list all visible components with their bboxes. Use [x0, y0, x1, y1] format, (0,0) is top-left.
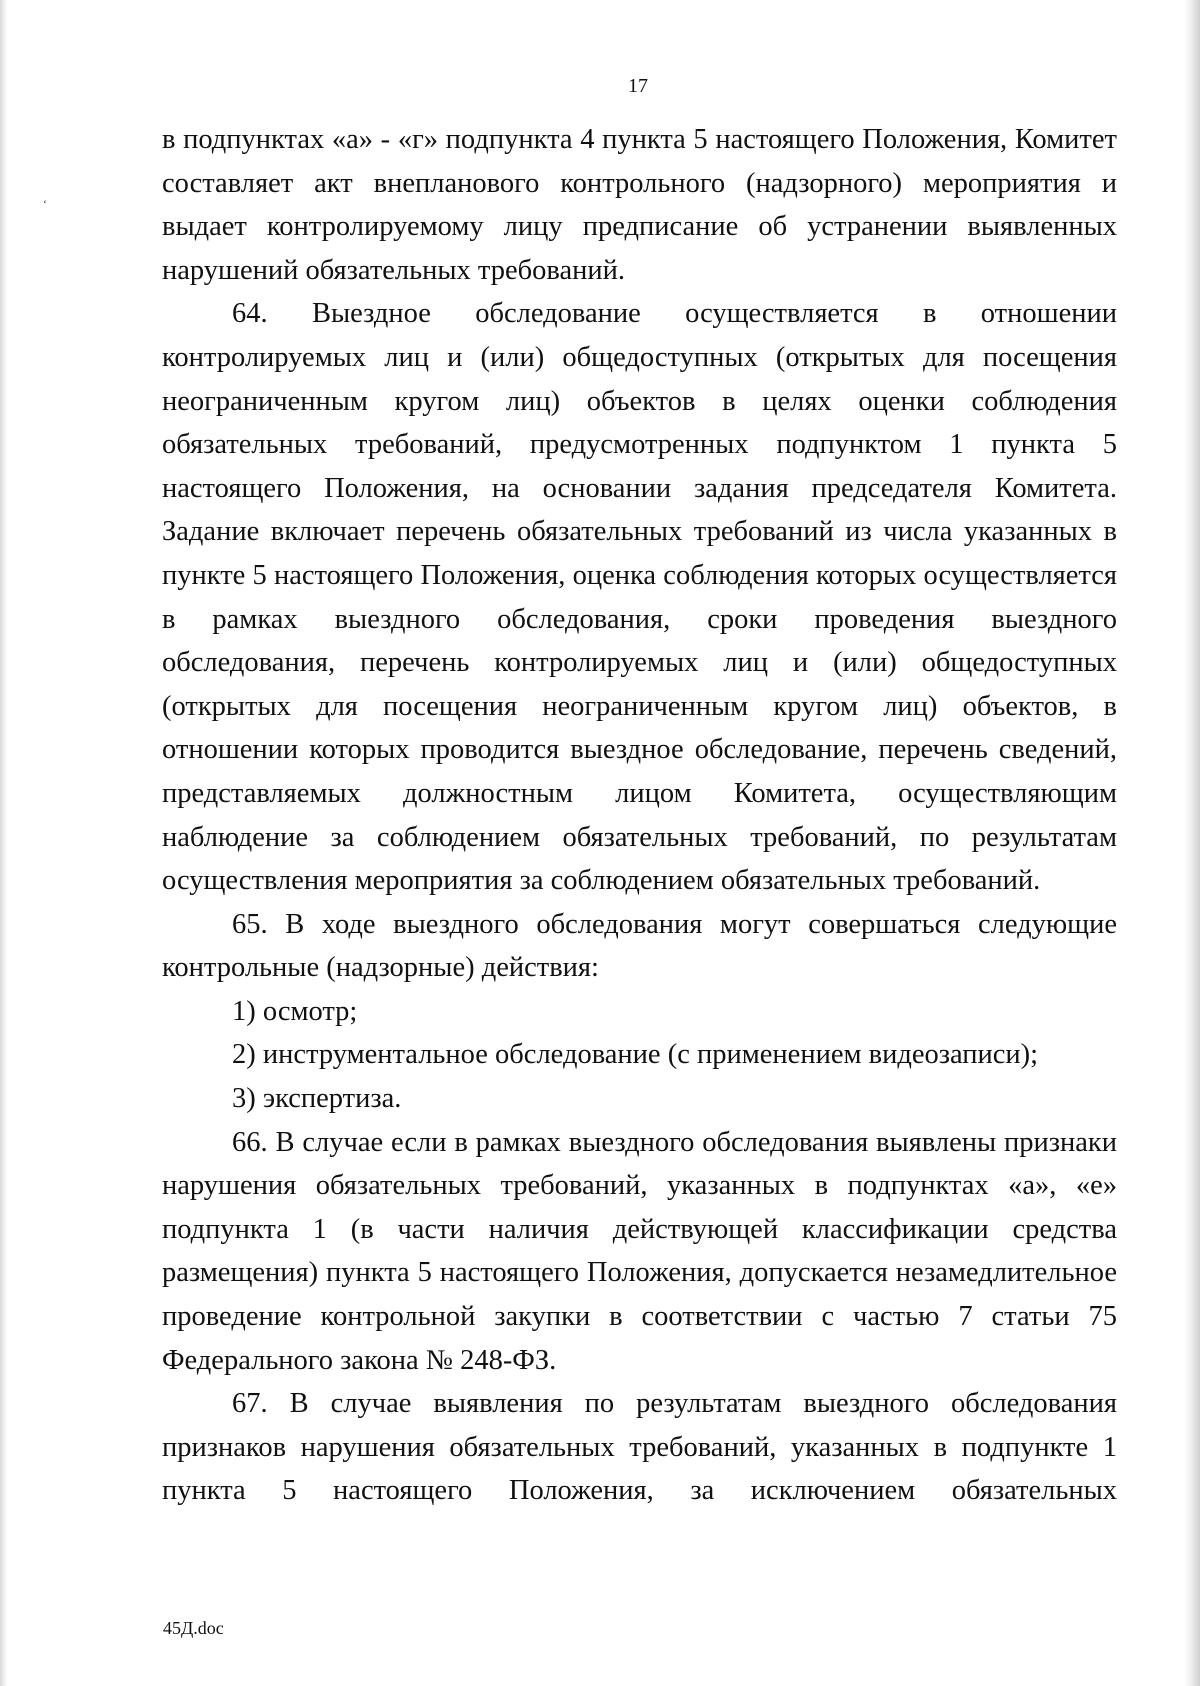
page-number: 17 [628, 75, 648, 97]
paragraph-continuation: в подпунктах «а» - «г» подпункта 4 пункта 5 настоящего Положения, Комитет составляет акт внепланового контрольного (надзорного) мероприятия и выдает контролируемому лицу предписание об устранении выявленных нарушений обязательных требований. [162, 124, 1117, 286]
scan-edge-right [1184, 0, 1200, 1686]
paragraph-66: 66. В случае если в рамках выездного обследования выявлены признаки нарушения обязательных требований, указанных в подпунктах «а», «е» подпункта 1 (в части наличия действующей классификации средства размещения) пункта 5 настоящего Положения, допускается незамедлительное проведение контрольной закупки в соответствии с частью 7 статьи 75 Федерального закона № 248-ФЗ. [162, 1126, 1117, 1376]
paragraph-67: 67. В случае выявления по результатам выездного обследования признаков нарушения обязательных требований, указанных в подпункте 1 пункта 5 настоящего Положения, за исключением обязательных [162, 1388, 1117, 1507]
scan-edge-left [0, 0, 8, 1686]
list-item-1: 1) осмотр; [232, 995, 358, 1027]
stray-mark: ‘ [43, 197, 47, 211]
footer-filename: 45Д.doc [163, 1618, 224, 1638]
paragraph-65: 65. В ходе выездного обследования могут совершаться следующие контрольные (надзорные) действия: [162, 908, 1117, 984]
list-item-2: 2) инструментальное обследование (с применением видеозаписи); [232, 1039, 1039, 1071]
document-body [162, 118, 1117, 1513]
paragraph-64: 64. Выездное обследование осуществляется в отношении контролируемых лиц и (или) общедоступных (открытых для посещения неограниченным кругом лиц) объектов в целях оценки соблюдения обязательных требований, предусмотренных подпунктом 1 пункта 5 настоящего Положения, на основании задания председателя Комитета. Задание включает перечень обязательных требований из числа указанных в пункте 5 настоящего Положения, оценка соблюдения которых осуществляется в рамках выездного обследования, сроки проведения выездного обследования, перечень контролируемых лиц и (или) общедоступных (открытых для посещения неограниченным кругом лиц) объектов, в отношении которых проводится выездное обследование, перечень сведений, представляемых должностным лицом Комитета, осуществляющим наблюдение за соблюдением обязательных требований, по результатам осуществления мероприятия за соблюдением обязательных требований. [162, 298, 1117, 897]
list-item-3: 3) экспертиза. [232, 1083, 402, 1115]
